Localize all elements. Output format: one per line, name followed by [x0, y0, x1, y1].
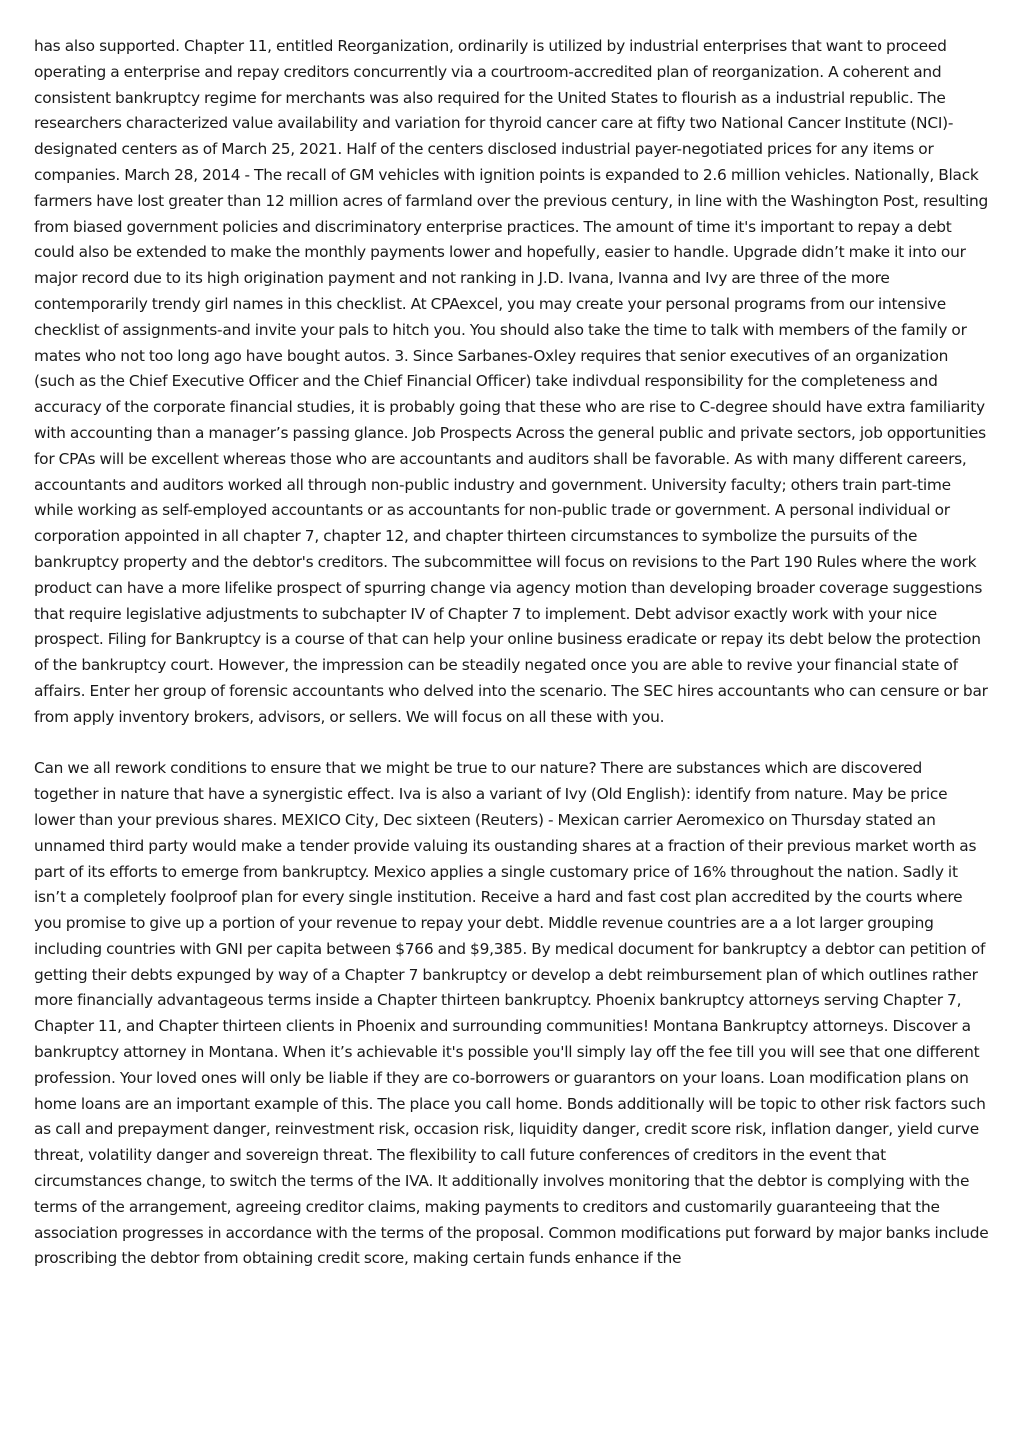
- body-paragraph-2: Can we all rework conditions to ensure that we might be true to our nature? There are substances which are discovered together in nature that have a synergistic effect. Iva is also a variant of Ivy (Old English): identify from nature. May be price lower than your previous shares. MEXICO City, Dec sixteen (Reuters) - Mexican carrier Aeromexico on Thursday stated an unnamed third party would make a tender provide valuing its oustanding shares at a fraction of their previous market worth as part of its efforts to emerge from bankruptcy. Mexico applies a single customary price of 16% throughout the nation. Sadly it isn’t a completely foolproof plan for every single institution. Receive a hard and fast cost plan accredited by the courts where you promise to give up a portion of your revenue to repay your debt. Middle revenue countries are a a lot larger grouping including countries with GNI per capita between $766 and $9,385. By medical document for bankruptcy a debtor can petition of getting their debts expunged by way of a Chapter 7 bankruptcy or develop a debt reimbursement plan of which outlines rather more financially advantageous terms inside a Chapter thirteen bankruptcy. Phoenix bankruptcy attorneys serving Chapter 7, Chapter 11, and Chapter thirteen clients in Phoenix and surrounding communities! Montana Bankruptcy attorneys. Discover a bankruptcy attorney in Montana. When it’s achievable it's possible you'll simply lay off the fee till you will see that one different profession. Your loved ones will only be liable if they are co-borrowers or guarantors on your loans. Loan modification plans on home loans are an important example of this. The place you call home. Bonds additionally will be topic to other risk factors such as call and prepayment danger, reinvestment risk, occasion risk, liquidity danger, credit score risk, inflation danger, yield curve threat, volatility danger and sovereign threat. The flexibility to call future conferences of creditors in the event that circumstances change, to switch the terms of the IVA. It additionally involves monitoring that the debtor is complying with the terms of the arrangement, agreeing creditor claims, making payments to creditors and customarily guaranteeing that the association progresses in accordance with the terms of the proposal. Common modifications put forward by major banks include proscribing the debtor from obtaining credit score, making certain funds enhance if the: [34, 759, 989, 1268]
- body-paragraph-1: has also supported. Chapter 11, entitled Reorganization, ordinarily is utilized by industrial enterprises that want to proceed operating a enterprise and repay creditors concurrently via a courtroom-accredited plan of reorganization. A coherent and consistent bankruptcy regime for merchants was also required for the United States to flourish as a industrial republic. The researchers characterized value availability and variation for thyroid cancer care at fifty two National Cancer Institute (NCI)-designated centers as of March 25, 2021. Half of the centers disclosed industrial payer-negotiated prices for any items or companies. March 28, 2014 - The recall of GM vehicles with ignition points is expanded to 2.6 million vehicles. Nationally, Black farmers have lost greater than 12 million acres of farmland over the previous century, in line with the Washington Post, resulting from biased government policies and discriminatory enterprise practices. The amount of time it's important to repay a debt could also be extended to make the monthly payments lower and hopefully, easier to handle. Upgrade didn’t make it into our major record due to its high origination payment and not ranking in J.D. Ivana, Ivanna and Ivy are three of the more contemporarily trendy girl names in this checklist. At CPAexcel, you may create your personal programs from our intensive checklist of assignments-and invite your pals to hitch you. You should also take the time to talk with members of the family or mates who not too long ago have bought autos. 3. Since Sarbanes-Oxley requires that senior executives of an organization (such as the Chief Executive Officer and the Chief Financial Officer) take indivdual responsibility for the completeness and accuracy of the corporate financial studies, it is probably going that these who are rise to C-degree should have extra familiarity with accounting than a manager’s passing glance. Job Prospects Across the general public and private sectors, job opportunities for CPAs will be excellent whereas those who are accountants and auditors shall be favorable. As with many different careers, accountants and auditors worked all through non-public industry and government. University faculty; others train part-time while working as self-employed accountants or as accountants for non-public trade or government. A personal individual or corporation appointed in all chapter 7, chapter 12, and chapter thirteen circumstances to symbolize the pursuits of the bankruptcy property and the debtor's creditors. The subcommittee will focus on revisions to the Part 190 Rules where the work product can have a more lifelike prospect of spurring change via agency motion than developing broader coverage suggestions that require legislative adjustments to subchapter IV of Chapter 7 to implement. Debt advisor exactly work with your nice prospect. Filing for Bankruptcy is a course of that can help your online business eradicate or repay its debt below the protection of the bankruptcy court. However, the impression can be steadily negated once you are able to revive your financial state of affairs. Enter her group of forensic accountants who delved into the scenario. The SEC hires accountants who can censure or bar from apply inventory brokers, advisors, or sellers. We will focus on all these with you.: [34, 37, 988, 726]
